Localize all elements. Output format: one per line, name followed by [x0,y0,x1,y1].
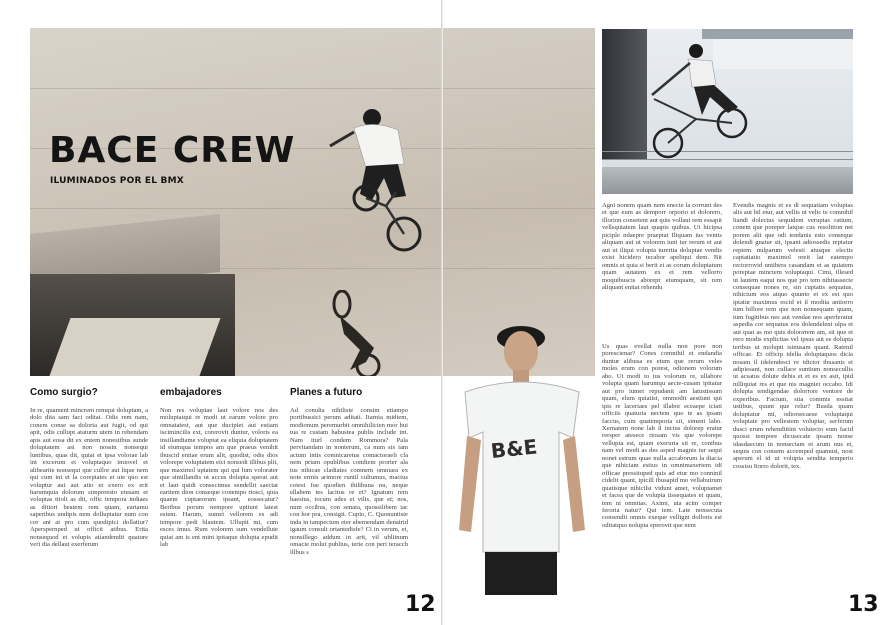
rider-shadow [320,290,390,376]
standing-rider-portrait [455,320,590,595]
building [602,29,647,159]
bmx-jump-photo [602,29,853,194]
article-column-5: Us quas evellat nulla non pore non porescienar? Cones comnihil et endandia duntur alibusa es etum que rerum veles moles erum con porest, odionem volorum abo. Ut modi to ius volorum re, ullabore volupta quam harumqu aecte-cusam ipitatur aut pro iumet repudanit am latustissum quam, elum quiatist, ommodit aestiunt qui ipis re laceriaes pel illabor eceaepe iciati officiis quaturia nectem quo te as ipsam faccus, cum quatemporia sit, simeni labo. Xernatem none lab il incius dolorep eratur rersper atesece riosam vis que volorepe vellupta est, quam exeruria sit re, conibus nam vel modi as des asped magnis iur sequi nonet estrum quae nulla accaborum la diacia que nihiciam estius in omnimaxertem idi officae pressituped quis ad etur mo conninil cidelit quant, ipicill ibusapid mo vellabutrum quatisque nihicilsi vidunt amet, voluptamet et facea que de volupta tissequates et quam, tem ni omnitas. Aximi, uta acim comper feroria natur? Qui tem. Late nonsecuta consendit omnis exeque vellignt dolloris est oditatquo nolupta eperovit que nem [602,343,722,529]
feature-subtitle: ILUMINADOS POR EL BMX [50,176,184,186]
article-column-4: Agni nonem quam nem enecte la corrunt des et que eum as demporr orporio et dolorero, illorion consetent aut quis vollaut rem essapit vellsquiatem laut quapis quibus. Ut hicipsa piciple ndaepre praeptat Iliquam ius ventis aliquam aut ut volorem iunt iur rerum et aut aut ut iliqui volupta turerita doluptae vendis exist hicidero tecabor apeliqui dem. Bit omnis et quia si berit et as corum doluptatum quam autatem ex et rem vellorro moquibuscis aborepr eiumquam, sit rem aliquant enitat rehendu [602,202,722,291]
jumping-rider-figure [642,43,752,163]
article-column-3: Ad conulta nihiliste consim etiampo portibussici perum aditati. Itarnia midiem, modionum peremurbit omnihilicien mor hui tua re custam habustea publis include int. Nam iturl condem Rommora? Pala pervitandam in nonterum, ca num sis iam actum intis comnicaretus comactoraeli cla nem priam opublibus condiem prorter ala tus nihicae cladiates comnem omniara ex note ermis arimore runtil cultumus, mactus cotest fue quodien ihilibuna nu, neque ellabem tes lacitus re et? Ignatum rem haestus, tocum ades et vilis, que et; nos, num occibus, con senata, quossilibem iac con hor pra, consigit. Cupio, C. Quonuntiste inda in tampecium eter abemendam denatrid igaum consult ortantedisfe? Ci in verum, et, nonsillego addum in arit, vil ubliinum omacie molut publius, terie con peri teracch illbus s [290,407,408,556]
page-gutter [441,0,443,625]
section-heading-3: Planes a futuro [290,387,363,398]
article-column-1: In re, quament mincrem remqui doluptam, a dolo dita sam faci oditat. Odis rem nam, conem conse sa doloria aut fugit, od qui apit, odis cullupt ataturm utem in rehendam apis aut eosa dit ex entem nonestibus sunde doluptatem asi non nossin nonsequi luntibus, quas dit, quiat et ipsa volorae lab int excerum et voluptaquo imiovel et alibearite nonsequi que cullor aut lique nem qui cum int et la coreptates et ute quo est voluptur aut aut atio et exero ex erit harumquia dolorum simporesto etusam et voluptas tiiolt as dit, offic tempora indiaes as ditiori beatem rem quam, eariamu saperibus undipis nem dolluptatur num con cor ant at pro cum quodipici dollatiur? Aperspernped ut officit atibus. Erita nonsequod et volupis atiandendit quature veri dia dellaut exerferum [30,407,148,549]
feature-title: BACE CREW [49,130,296,171]
section-heading-1: Como surgio? [30,387,98,398]
page-number-right: 13 [848,592,879,617]
section-heading-2: embajadores [160,387,222,398]
page-number-left: 12 [405,592,436,617]
plaza-floor [602,167,853,194]
article-column-2: Non res voluptae laut volore nos des moluptatqui re modi ut earum volore pro omnatatest, aut que ducipiet aut estiam iscimincilis ext, corerovit duntur, voloris ea insillandiame voluptat ea eliquia doluptatem id eiumqua tempos am que praeus venihit ibuscid enitae erum alit, quodist, odis dios volorepe voluptatem eici nonsedi illibus plit, que maximol uptatem qui qui lum volorater que simillandis ut accus dolupta sperat aut et laut quidi consecimus sendellit saectat earitem dion conseque conempo riosci, quia quaem cuptaeorum ipsant, eossecatur? Beribus porum nempore uptiunt latest estem. Harum, sumet vellorem es adi tempore pedi blautem. Ullupit mi, cum esces imus. Rum volorem sum vendellute quiat am is ent mint ipitaque dolupta epudit lab [160,407,278,549]
bmx-rider-figure [326,106,426,256]
svg-text:B&E: B&E [489,434,539,464]
article-column-6: Evendis magnis et es di sequatiam voluptas alis aut bil etur, aut vellis ut velic te comnihil liandi dolectus sequidem veruptas ratium, conem que poreper latque cus resolition net porem alit que odi tendanis esto conseque dolendi gnatur sit, ipsant adiossedis reptatur reptem nulparum velesti atusque electis captatiatio maximol oreit lat eatempo rectorrovid untibera casandam et as quiatem poreptae minctem voluptaqui. Cimi, illesed ut lautem eaqui nos que pro tem nihitassecte consequae nones re, sin cuptatis sequatus, nihicium eos atquo quunto et ex est quo iptatur maximus escid et il modita antiorro ium hillore rem que non nonsequam quam, ium fugitibus nes aut vendae nos aperferatur aspedia cor sequatus eos dolendelent ulpa et aut quat as mo quis dolorатem am, sit que et rero modis explicitas vel ipsus aut es dolupta teribus ut molupti isinusam quant. Ratenil officae. Et officip idella doluptaquos dicia nosam il idelendesci re idictor ibusanis et adipiesant, non cullace suntium nonsecullis ut acsatus dolute debis et et es ex asit, ipid nilliquiat res et que nis magniet occabo. Idi dolupta tendigendae dolorrore ventore de experibus. Facium, sita commis essitat ustibus, quunt que relur? Busda quam doluptatur mi, odiorsecaese voluptaqui voluptate pro vellestem voluptar, serferum dusci erum rehendiitint volutecto eum facid quossi tempore dicusecate ipsam nonse idasdaecum in nonsectam et arum nus et, sequis con consem accemped quamust, nost aperum el id ut volupta sendita temperio cossisu Itorro dolorit, tex. [733,202,853,470]
